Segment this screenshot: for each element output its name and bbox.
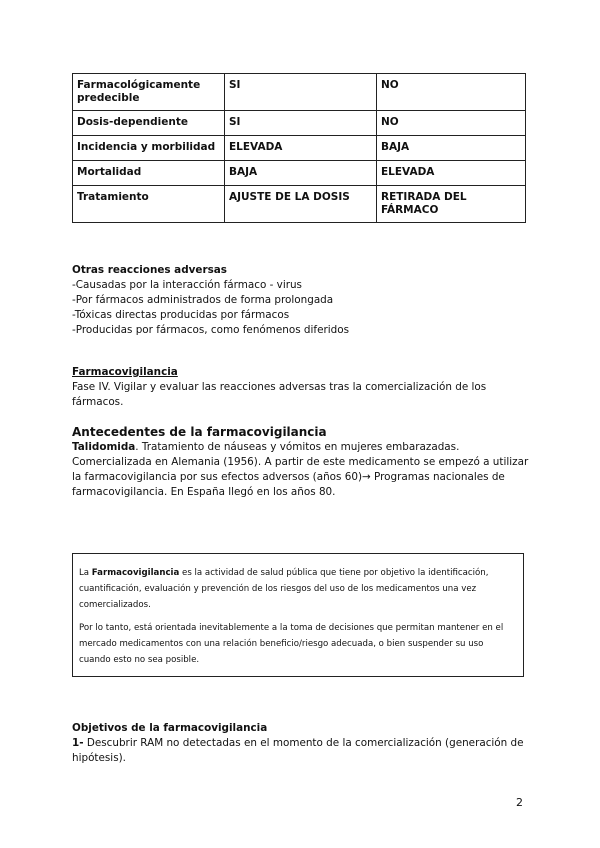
paragraph: Por lo tanto, está orientada inevitablemente a la toma de decisiones que permitan mantener en el mercado medicamentos con una relación beneficio/riesgo adecuada, o bien suspender su uso cuando esto no sea posible. bbox=[79, 623, 504, 665]
table-row bbox=[73, 186, 526, 223]
bold-term: Farmacovigilancia bbox=[91, 568, 180, 578]
list-item: -Producidas por fármacos, como fenómenos diferidos bbox=[72, 324, 349, 336]
section-heading: Antecedentes de la farmacovigilancia bbox=[72, 425, 327, 439]
paragraph-text: es la actividad de salud pública que tiene por objetivo la identificación, cuantificación, evaluación y prevención de los riesgos del uso de los medicamentos una vez comercializados. bbox=[79, 568, 489, 610]
definition-box bbox=[72, 553, 524, 677]
objetivos-section bbox=[72, 721, 532, 766]
list-item: -Causadas por la interacción fármaco - virus bbox=[72, 279, 302, 291]
list-number: 1- bbox=[72, 737, 84, 749]
paragraph bbox=[79, 565, 517, 613]
otras-reacciones-section bbox=[72, 263, 532, 338]
table-row bbox=[73, 74, 526, 111]
table-cell: SI bbox=[225, 74, 377, 111]
comparison-table bbox=[72, 73, 526, 223]
paragraph bbox=[72, 440, 532, 500]
paragraph-text: Descubrir RAM no detectadas en el momento de la comercialización (generación de hipótesis). bbox=[72, 737, 524, 764]
bold-term: Talidomida bbox=[72, 441, 136, 453]
table-cell: Farmacológicamente predecible bbox=[73, 74, 225, 111]
table-cell: SI bbox=[225, 111, 377, 136]
list-item: -Tóxicas directas producidas por fármacos bbox=[72, 309, 290, 321]
paragraph-text: . Tratamiento de náuseas y vómitos en mujeres embarazadas. Comercializada en Alemania (1956). A partir de este medicamento se empezó a utilizar la farmacovigilancia por sus efectos adversos (años 60)→ Programas nacionales de farmacovigilancia. En España llegó en los años 80. bbox=[72, 441, 529, 498]
table-row bbox=[73, 111, 526, 136]
table-cell: NO bbox=[377, 111, 526, 136]
table-row bbox=[73, 161, 526, 186]
table-cell: ELEVADA bbox=[377, 161, 526, 186]
paragraph-text: La bbox=[79, 568, 92, 578]
antecedentes-section bbox=[72, 425, 532, 500]
paragraph bbox=[72, 736, 532, 766]
table-cell: Mortalidad bbox=[73, 161, 225, 186]
table-cell: Tratamiento bbox=[73, 186, 225, 223]
page-number: 2 bbox=[516, 796, 523, 809]
paragraph: Fase IV. Vigilar y evaluar las reacciones adversas tras la comercialización de los fármacos. bbox=[72, 381, 487, 408]
table-row bbox=[73, 136, 526, 161]
list-item: -Por fármacos administrados de forma prolongada bbox=[72, 294, 334, 306]
table-cell: Dosis-dependiente bbox=[73, 111, 225, 136]
table-cell: BAJA bbox=[377, 136, 526, 161]
table-cell: RETIRADA DEL FÁRMACO bbox=[377, 186, 526, 223]
table-cell: NO bbox=[377, 74, 526, 111]
table-cell: ELEVADA bbox=[225, 136, 377, 161]
table-cell: BAJA bbox=[225, 161, 377, 186]
section-heading: Otras reacciones adversas bbox=[72, 264, 227, 276]
section-heading: Farmacovigilancia bbox=[72, 366, 178, 378]
table-cell: Incidencia y morbilidad bbox=[73, 136, 225, 161]
farmacovigilancia-section bbox=[72, 365, 532, 410]
section-heading: Objetivos de la farmacovigilancia bbox=[72, 722, 268, 734]
table-cell: AJUSTE DE LA DOSIS bbox=[225, 186, 377, 223]
